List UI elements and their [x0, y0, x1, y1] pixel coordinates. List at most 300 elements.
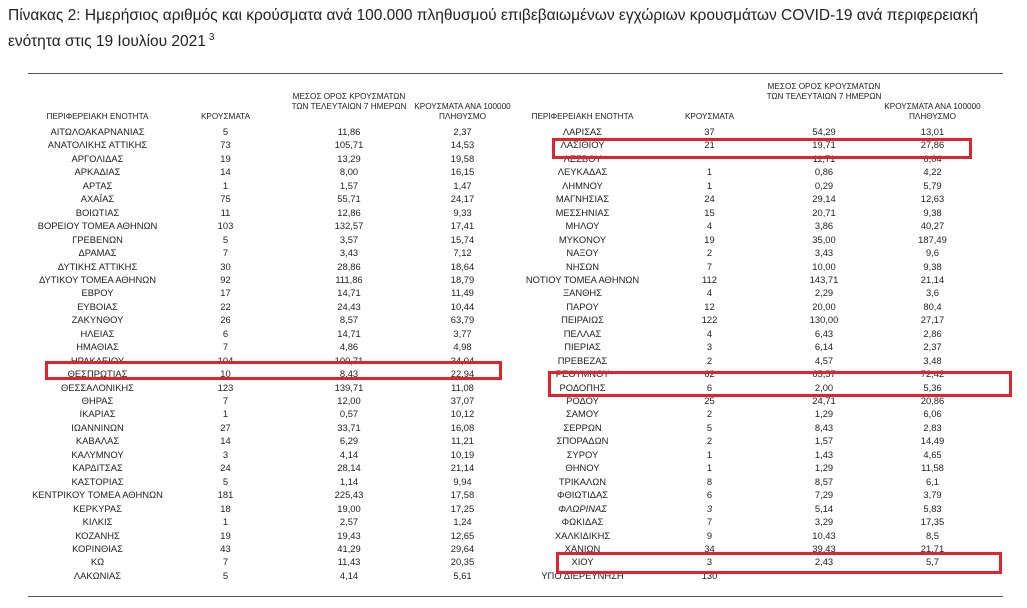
per100k-cell: 2,37: [453, 126, 472, 137]
cases-cell: 104: [217, 354, 234, 366]
region-cell: ΝΟΤΙΟΥ ΤΟΜΕΑ ΑΘΗΝΩΝ: [525, 273, 640, 285]
per100k-cell: 72,42: [920, 368, 945, 380]
avg7-cell: 111,86: [335, 273, 363, 285]
avg7-cell: 4,57: [814, 354, 834, 366]
table-caption: [8, 5, 1018, 53]
per100k-cell: 11,49: [451, 287, 474, 299]
region-cell: ΝΑΞΟΥ: [566, 247, 599, 259]
cases-cell: 103: [217, 220, 234, 232]
cases-cell: 62: [704, 368, 715, 380]
per100k-cell: 21,71: [920, 542, 945, 554]
per100k-cell: 17,58: [450, 489, 475, 501]
avg7-cell: 6,43: [814, 327, 834, 339]
per100k-cell: 21,14: [450, 462, 475, 474]
avg7-cell: 10,00: [812, 260, 836, 272]
per100k-cell: 19,58: [450, 152, 475, 164]
cases-cell: 9: [706, 529, 713, 541]
region-cell: ΘΗΝΟΥ: [565, 462, 600, 474]
left-header-region: ΠΕΡΙΦΕΡΕΙΑΚΗ ΕΝΟΤΗΤΑ: [46, 112, 149, 121]
per100k-cell: 40,27: [920, 220, 945, 232]
region-cell: ΤΡΙΚΑΛΩΝ: [558, 475, 607, 487]
region-cell: ΝΗΣΩΝ: [565, 260, 600, 272]
avg7-cell: 8,43: [814, 421, 834, 433]
per100k-cell: 187,49: [918, 233, 947, 245]
region-cell: ΚΟΡΙΝΘΙΑΣ: [72, 542, 123, 554]
per100k-cell: 1,47: [453, 179, 472, 191]
avg7-cell: 11,71: [812, 152, 836, 164]
avg7-cell: 1,43: [814, 448, 834, 460]
avg7-cell: 8,43: [339, 368, 359, 380]
cases-cell: 15: [704, 206, 715, 218]
region-cell: ΖΑΚΥΝΘΟΥ: [71, 314, 124, 326]
avg7-cell: 1,29: [814, 462, 834, 474]
per100k-cell: 5,79: [923, 179, 942, 191]
avg7-cell: 3,57: [339, 233, 359, 245]
table-row: [0, 448, 1027, 462]
region-cell: ΑΧΑΪΑΣ: [80, 193, 115, 205]
avg7-cell: 3,43: [339, 247, 359, 259]
cases-cell: 5: [222, 233, 229, 245]
region-cell: ΞΑΝΘΗΣ: [563, 287, 602, 299]
per100k-cell: 29,64: [450, 542, 475, 554]
table-row: [0, 421, 1027, 435]
per100k-cell: 20,86: [920, 395, 945, 406]
region-cell: ΙΩΑΝΝΙΝΩΝ: [71, 421, 124, 433]
cases-cell: 2: [706, 354, 713, 366]
per100k-cell: 9,6: [925, 247, 940, 259]
avg7-cell: 12,00: [337, 395, 361, 406]
avg7-cell: 0,29: [814, 179, 834, 191]
avg7-cell: 1,14: [339, 475, 359, 487]
cases-cell: 26: [220, 314, 231, 326]
cases-cell: 22: [220, 300, 231, 312]
avg7-cell: 7,29: [814, 489, 834, 501]
table-row: [0, 246, 1027, 260]
avg7-cell: 1,29: [814, 408, 834, 420]
per100k-cell: 2,37: [923, 341, 942, 353]
avg7-cell: 11,86: [337, 126, 361, 137]
cases-cell: 1: [222, 179, 229, 191]
avg7-cell: 11,43: [337, 556, 361, 568]
region-cell: ΘΕΣΠΡΩΤΙΑΣ: [67, 368, 128, 380]
per100k-cell: 80,4: [923, 300, 942, 312]
cases-cell: 5: [222, 126, 229, 137]
region-cell: ΗΜΑΘΙΑΣ: [76, 341, 119, 353]
region-cell: ΜΕΣΣΗΝΙΑΣ: [555, 206, 610, 218]
per100k-cell: 18,64: [450, 260, 475, 272]
cases-cell: 3: [706, 341, 713, 353]
per100k-cell: 14,53: [450, 139, 475, 151]
cases-cell: 25: [704, 395, 715, 406]
per100k-cell: 1,24: [453, 516, 472, 528]
cases-cell: 18: [220, 502, 231, 514]
per100k-cell: 3,48: [923, 354, 942, 366]
cases-cell: 6: [706, 381, 713, 393]
cases-cell: 123: [217, 381, 234, 393]
region-cell: ΚΕΡΚΥΡΑΣ: [73, 502, 122, 514]
region-cell: ΚΙΛΚΙΣ: [82, 516, 113, 528]
region-cell: ΑΝΑΤΟΛΙΚΗΣ ΑΤΤΙΚΗΣ: [47, 139, 148, 151]
cases-cell: 17: [220, 287, 231, 299]
avg7-cell: 3,43: [814, 247, 834, 259]
avg7-cell: 8,57: [339, 314, 359, 326]
per100k-cell: 15,74: [450, 233, 475, 245]
table-row: [0, 367, 1027, 381]
avg7-cell: 65,57: [812, 368, 836, 380]
avg7-cell: 14,71: [337, 327, 361, 339]
per100k-cell: 4,65: [923, 448, 942, 460]
cases-cell: 21: [704, 139, 715, 151]
per100k-cell: 14,49: [920, 435, 945, 447]
region-cell: ΥΠΟ ΔΙΕΡΕΥΝΗΣΗ: [541, 569, 624, 581]
avg7-cell: 41,29: [337, 542, 361, 554]
table-row: [0, 434, 1027, 448]
region-cell: ΘΕΣΣΑΛΟΝΙΚΗΣ: [61, 381, 134, 393]
cases-cell: 19: [220, 529, 231, 541]
cases-cell: 8: [706, 475, 713, 487]
table-row: [0, 206, 1027, 220]
avg7-cell: 10,43: [812, 529, 836, 541]
region-cell: ΗΡΑΚΛΕΙΟΥ: [70, 354, 125, 366]
avg7-cell: 28,86: [337, 260, 361, 272]
region-cell: ΚΑΡΔΙΤΣΑΣ: [72, 462, 123, 474]
caption-footnote: 3: [208, 32, 215, 43]
cases-cell: 4: [706, 220, 713, 232]
per100k-cell: 2,86: [923, 327, 942, 339]
table-row: [0, 152, 1027, 166]
right-header-cases: ΚΡΟΥΣΜΑΤΑ: [684, 112, 735, 121]
avg7-cell: 2,00: [814, 381, 834, 393]
per100k-cell: 4,22: [923, 166, 942, 178]
region-cell: ΕΥΒΟΙΑΣ: [77, 300, 118, 312]
region-cell: ΔΥΤΙΚΟΥ ΤΟΜΕΑ ΑΘΗΝΩΝ: [38, 273, 157, 285]
table-row: [0, 125, 1027, 139]
avg7-cell: 8,00: [339, 166, 359, 178]
per100k-cell: 22,94: [450, 368, 475, 380]
table-row: [0, 381, 1027, 395]
cases-cell: 5: [222, 475, 229, 487]
cases-cell: 4: [706, 287, 713, 299]
caption-text: Πίνακας 2: Ημερήσιος αριθμός και κρούσματα ανά 100.000 πληθυσμού επιβεβαιωμένων εγχώριων κρουσμάτων COVID-19 ανά περιφερειακή ενότητα στις 19 Ιουλίου 2021: [8, 7, 979, 50]
table-row: [0, 555, 1027, 569]
avg7-cell: 20,00: [812, 300, 836, 312]
left-header-cases: ΚΡΟΥΣΜΑΤΑ: [200, 112, 251, 121]
per100k-cell: 8,5: [925, 529, 940, 541]
table-row: [0, 138, 1027, 152]
avg7-cell: 29,14: [812, 193, 836, 205]
left-header-avg7: ΜΕΣΟΣ ΟΡΟΣ ΚΡΟΥΣΜΑΤΩΝ ΤΩΝ ΤΕΛΕΥΤΑΙΩΝ 7 ΗΜΕΡΩΝ: [291, 92, 407, 111]
avg7-cell: 3,86: [814, 220, 834, 232]
per100k-cell: 12,63: [920, 193, 945, 205]
per100k-cell: 9,33: [453, 206, 472, 218]
cases-cell: 1: [706, 462, 713, 474]
cases-cell: 2: [706, 247, 713, 259]
cases-cell: 1: [706, 448, 713, 460]
region-cell: ΣΕΡΡΩΝ: [563, 421, 602, 433]
table-row: [0, 273, 1027, 287]
left-header-per100k: ΚΡΟΥΣΜΑΤΑ ΑΝΑ 100000 ΠΛΗΘΥΣΜΟ: [414, 102, 511, 121]
region-cell: ΑΡΚΑΔΙΑΣ: [74, 166, 121, 178]
per100k-cell: 12,65: [450, 529, 475, 541]
table-row: [0, 488, 1027, 502]
avg7-cell: 54,29: [812, 126, 836, 137]
per100k-cell: 5,83: [923, 502, 942, 514]
region-cell: ΦΛΩΡΙΝΑΣ: [558, 502, 607, 514]
per100k-cell: 5,61: [453, 569, 472, 581]
avg7-cell: 33,71: [337, 421, 361, 433]
region-cell: ΓΡΕΒΕΝΩΝ: [72, 233, 123, 245]
table-row: [0, 529, 1027, 543]
region-cell: ΑΡΤΑΣ: [82, 179, 113, 191]
avg7-cell: 6,29: [339, 435, 359, 447]
cases-cell: 1: [706, 166, 713, 178]
cases-cell: 3: [706, 502, 713, 514]
cases-cell: 75: [220, 193, 231, 205]
avg7-cell: 143,71: [809, 273, 839, 285]
cases-cell: 7: [706, 260, 713, 272]
avg7-cell: 2,43: [814, 556, 834, 568]
avg7-cell: 13,29: [337, 152, 361, 164]
cases-cell: 19: [704, 233, 715, 245]
avg7-cell: 14,71: [337, 287, 361, 299]
per100k-cell: 17,25: [450, 502, 475, 514]
region-cell: ΣΑΜΟΥ: [565, 408, 600, 420]
region-cell: ΘΗΡΑΣ: [81, 395, 114, 406]
avg7-cell: 4,86: [339, 341, 359, 353]
avg7-cell: 139,71: [334, 381, 364, 393]
per100k-cell: 16,08: [450, 421, 475, 433]
top-rule: [28, 73, 1003, 74]
avg7-cell: 6,14: [814, 341, 834, 353]
region-cell: ΚΑΣΤΟΡΙΑΣ: [71, 475, 124, 487]
region-cell: ΧΙΟΥ: [571, 556, 594, 568]
table-row: [0, 233, 1027, 247]
cases-cell: 3: [222, 448, 229, 460]
region-cell: ΠΑΡΟΥ: [566, 300, 599, 312]
table-row: [0, 260, 1027, 274]
per100k-cell: 11,58: [921, 462, 944, 474]
cases-cell: 10: [220, 368, 231, 380]
cases-cell: 112: [702, 273, 717, 285]
cases-cell: 73: [220, 139, 231, 151]
per100k-cell: 6,04: [923, 152, 942, 164]
region-cell: ΗΛΕΙΑΣ: [80, 327, 115, 339]
table-row: [0, 502, 1027, 516]
cases-cell: 130: [701, 569, 718, 581]
cases-cell: 1: [222, 516, 229, 528]
per100k-cell: 5,36: [923, 381, 942, 393]
per100k-cell: 4,98: [453, 341, 472, 353]
table-row: [0, 542, 1027, 556]
region-cell: ΡΟΔΟΥ: [566, 395, 599, 406]
region-cell: ΠΡΕΒΕΖΑΣ: [557, 354, 608, 366]
table-row: [0, 179, 1027, 193]
avg7-cell: 39,43: [812, 542, 836, 554]
region-cell: ΠΕΙΡΑΙΩΣ: [561, 314, 604, 326]
region-cell: ΛΑΣΙΘΙΟΥ: [560, 139, 605, 151]
region-cell: ΧΑΝΙΩΝ: [564, 542, 601, 554]
table-row: [0, 300, 1027, 314]
table-row: [0, 407, 1027, 421]
per100k-cell: 27,86: [920, 139, 945, 151]
per100k-cell: 27,17: [920, 314, 945, 326]
right-header-avg7: ΜΕΣΟΣ ΟΡΟΣ ΚΡΟΥΣΜΑΤΩΝ ΤΩΝ ΤΕΛΕΥΤΑΙΩΝ 7 ΗΜΕΡΩΝ: [766, 82, 882, 101]
cases-cell: 7: [222, 395, 229, 406]
per100k-cell: 7,12: [453, 247, 472, 259]
avg7-cell: 105,71: [334, 139, 364, 151]
per100k-cell: 20,35: [450, 556, 475, 568]
per100k-cell: 18,79: [450, 273, 475, 285]
table-row: [0, 354, 1027, 368]
cases-cell: 181: [217, 489, 234, 501]
region-cell: ΙΚΑΡΙΑΣ: [79, 408, 116, 420]
per100k-cell: 34,04: [450, 354, 475, 366]
per100k-cell: 6,1: [925, 475, 940, 487]
region-cell: ΦΘΙΩΤΙΔΑΣ: [556, 489, 609, 501]
per100k-cell: 2,83: [923, 421, 942, 433]
avg7-cell: 1,57: [339, 179, 359, 191]
cases-cell: 11: [220, 206, 231, 218]
table-row: [0, 394, 1027, 408]
per100k-cell: 9,38: [923, 206, 942, 218]
cases-cell: 12: [704, 300, 715, 312]
region-cell: ΔΡΑΜΑΣ: [78, 247, 117, 259]
region-cell: ΔΥΤΙΚΗΣ ΑΤΤΙΚΗΣ: [57, 260, 138, 272]
avg7-cell: 55,71: [337, 193, 361, 205]
per100k-cell: 9,38: [923, 260, 942, 272]
per100k-cell: 13,01: [920, 126, 945, 137]
table-row: [0, 515, 1027, 529]
per100k-cell: 10,44: [450, 300, 475, 312]
cases-cell: 1: [706, 179, 713, 191]
per100k-cell: 21,14: [920, 273, 945, 285]
cases-cell: 7: [222, 247, 229, 259]
cases-cell: 2: [706, 435, 713, 447]
cases-cell: 122: [701, 314, 718, 326]
cases-cell: 14: [220, 435, 231, 447]
region-cell: ΚΕΝΤΡΙΚΟΥ ΤΟΜΕΑ ΑΘΗΝΩΝ: [32, 489, 163, 501]
table-row: [0, 475, 1027, 489]
region-cell: ΦΩΚΙΔΑΣ: [561, 516, 604, 528]
table-row: [0, 313, 1027, 327]
region-cell: ΡΟΔΟΠΗΣ: [559, 381, 606, 393]
region-cell: ΜΥΚΟΝΟΥ: [558, 233, 607, 245]
cases-cell: 4: [706, 327, 713, 339]
table-row: [0, 327, 1027, 341]
avg7-cell: 4,14: [339, 448, 359, 460]
cases-cell: 37: [704, 126, 715, 137]
per100k-cell: 63,79: [450, 314, 475, 326]
region-cell: ΠΕΛΛΑΣ: [563, 327, 602, 339]
cases-cell: 34: [704, 542, 715, 554]
region-cell: ΚΟΖΑΝΗΣ: [75, 529, 120, 541]
avg7-cell: 28,14: [337, 462, 361, 474]
avg7-cell: 24,43: [337, 300, 361, 312]
avg7-cell: 24,71: [812, 395, 836, 406]
avg7-cell: 19,71: [812, 139, 836, 151]
region-cell: ΚΩ: [90, 556, 105, 568]
cases-cell: 7: [706, 516, 713, 528]
table-row: [0, 461, 1027, 475]
cases-cell: 14: [220, 166, 231, 178]
avg7-cell: 3,29: [814, 516, 834, 528]
avg7-cell: 2,57: [339, 516, 359, 528]
region-cell: ΕΒΡΟΥ: [81, 287, 114, 299]
avg7-cell: 5,14: [814, 502, 834, 514]
cases-cell: 7: [222, 556, 229, 568]
per100k-cell: 16,15: [450, 166, 475, 178]
right-header-per100k: ΚΡΟΥΣΜΑΤΑ ΑΝΑ 100000 ΠΛΗΘΥΣΜΟ: [884, 102, 981, 121]
region-cell: ΛΗΜΝΟΥ: [562, 179, 603, 191]
table-row: [0, 286, 1027, 300]
per100k-cell: 17,35: [920, 516, 945, 528]
bottom-rule: [28, 596, 1003, 597]
region-cell: ΜΑΓΝΗΣΙΑΣ: [555, 193, 610, 205]
table-row: [0, 165, 1027, 179]
avg7-cell: 1,57: [814, 435, 834, 447]
avg7-cell: 100,71: [334, 354, 364, 366]
avg7-cell: 2,29: [814, 287, 834, 299]
per100k-cell: 11,08: [451, 381, 474, 393]
region-cell: ΜΗΛΟΥ: [565, 220, 600, 232]
cases-cell: 2: [706, 408, 713, 420]
avg7-cell: 0,57: [339, 408, 359, 420]
per100k-cell: 11,21: [451, 435, 474, 447]
per100k-cell: 24,17: [450, 193, 475, 205]
per100k-cell: 6,06: [923, 408, 942, 420]
avg7-cell: 19,43: [337, 529, 361, 541]
cases-cell: 6: [222, 327, 229, 339]
per100k-cell: 3,6: [925, 287, 940, 299]
cases-cell: 6: [706, 489, 713, 501]
per100k-cell: 37,07: [450, 395, 475, 406]
avg7-cell: 130,00: [809, 314, 839, 326]
per100k-cell: 17,41: [450, 220, 475, 232]
per100k-cell: 5,7: [925, 556, 940, 568]
region-cell: ΛΕΣΒΟΥ: [563, 152, 602, 164]
avg7-cell: 4,14: [339, 569, 359, 581]
cases-cell: 43: [220, 542, 231, 554]
per100k-cell: 3,77: [453, 327, 472, 339]
cases-cell: 24: [704, 193, 715, 205]
cases-cell: 92: [220, 273, 231, 285]
region-cell: ΑΡΓΟΛΙΔΑΣ: [71, 152, 124, 164]
cases-cell: 19: [220, 152, 231, 164]
cases-cell: 5: [706, 421, 713, 433]
per100k-cell: 9,94: [453, 475, 472, 487]
cases-cell: 1: [222, 408, 229, 420]
region-cell: ΚΑΒΑΛΑΣ: [75, 435, 120, 447]
avg7-cell: 35,00: [812, 233, 836, 245]
avg7-cell: 19,00: [337, 502, 361, 514]
region-cell: ΑΙΤΩΛΟΑΚΑΡΝΑΝΙΑΣ: [50, 126, 145, 137]
region-cell: ΧΑΛΚΙΔΙΚΗΣ: [554, 529, 611, 541]
region-cell: ΡΕΘΥΜΝΟΥ: [555, 368, 610, 380]
region-cell: ΚΑΛΥΜΝΟΥ: [71, 448, 124, 460]
cases-cell: 24: [220, 462, 231, 474]
per100k-cell: 10,12: [450, 408, 475, 420]
table-row: [0, 219, 1027, 233]
region-cell: ΛΑΚΩΝΙΑΣ: [73, 569, 122, 581]
cases-cell: 30: [220, 260, 231, 272]
table-row: [0, 569, 1027, 583]
cases-cell: 27: [220, 421, 231, 433]
cases-cell: 5: [222, 569, 229, 581]
cases-cell: 7: [222, 341, 229, 353]
per100k-cell: 10,19: [450, 448, 475, 460]
region-cell: ΒΟΙΩΤΙΑΣ: [75, 206, 120, 218]
region-cell: ΛΑΡΙΣΑΣ: [562, 126, 603, 137]
